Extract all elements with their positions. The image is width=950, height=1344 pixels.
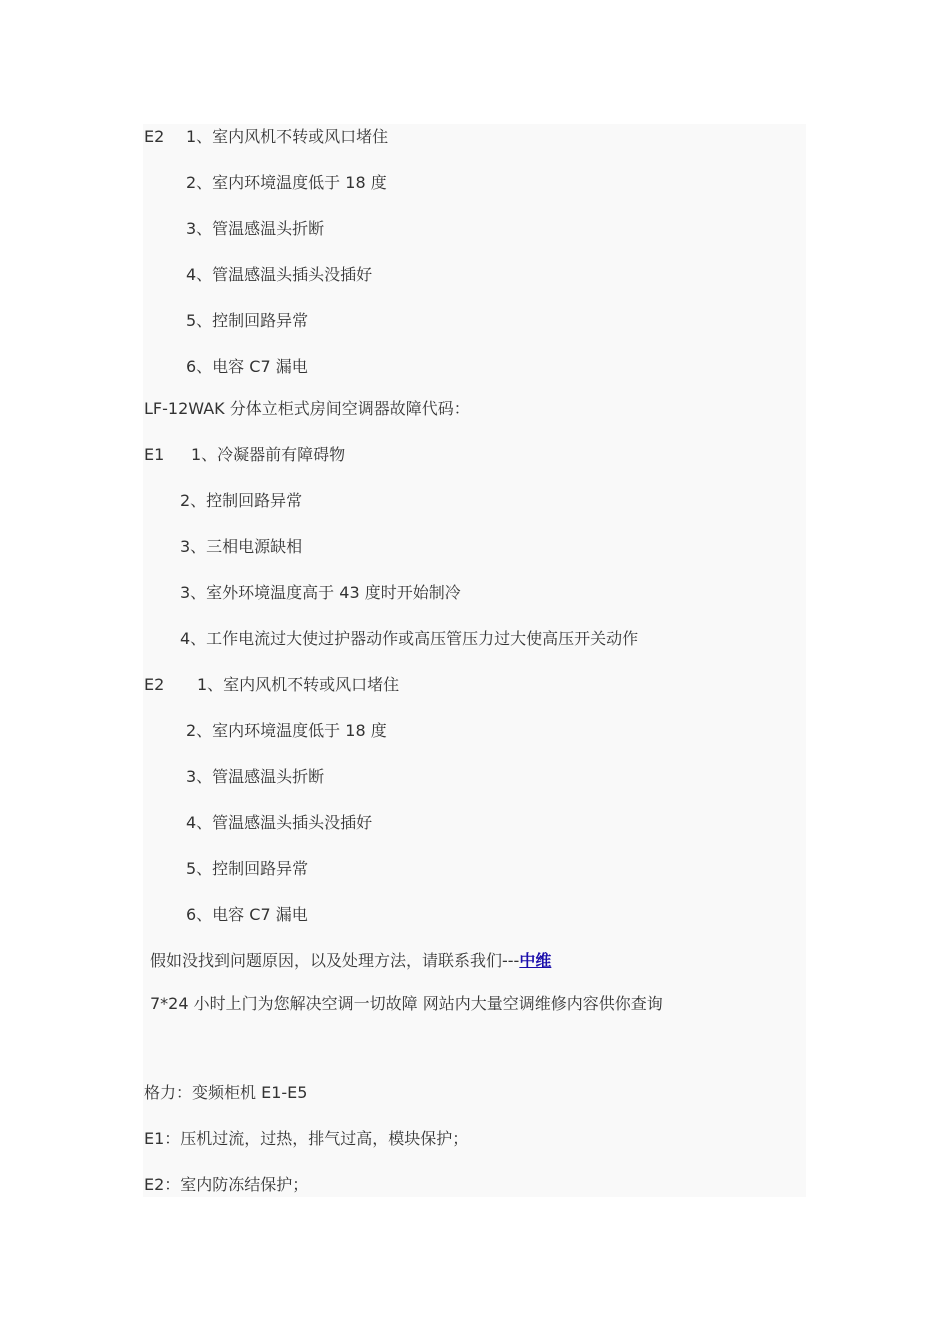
fault-item: 3、管温感温头折断 xyxy=(186,767,325,786)
zhongwei-link[interactable]: 中维 xyxy=(519,951,552,970)
code-label-e2: E2 xyxy=(144,675,165,694)
fault-item: E2：室内防冻结保护； xyxy=(144,1175,309,1194)
fault-item: 2、控制回路异常 xyxy=(180,491,303,510)
fault-item: 1、室内风机不转或风口堵住 xyxy=(197,675,400,694)
fault-item: 6、电容 C7 漏电 xyxy=(186,905,308,924)
fault-item: 4、管温感温头插头没插好 xyxy=(186,265,373,284)
fault-item: 4、管温感温头插头没插好 xyxy=(186,813,373,832)
section-heading: LF-12WAK 分体立柜式房间空调器故障代码： xyxy=(144,399,470,418)
code-label-e1: E1 xyxy=(144,445,165,464)
fault-item: 3、室外环境温度高于 43 度时开始制冷 xyxy=(180,583,461,602)
fault-item: 5、控制回路异常 xyxy=(186,311,309,330)
fault-item: 1、冷凝器前有障碍物 xyxy=(191,445,346,464)
contact-text: 假如没找到问题原因，以及处理方法，请联系我们---中维 xyxy=(150,951,552,970)
code-label-e2: E2 xyxy=(144,127,165,146)
fault-item: 2、室内环境温度低于 18 度 xyxy=(186,721,387,740)
service-text: 7*24 小时上门为您解决空调一切故障 网站内大量空调维修内容供你查询 xyxy=(150,994,663,1013)
fault-item: 3、三相电源缺相 xyxy=(180,537,303,556)
fault-item: 4、工作电流过大使过护器动作或高压管压力过大使高压开关动作 xyxy=(180,629,639,648)
fault-item: 5、控制回路异常 xyxy=(186,859,309,878)
fault-item: 1、室内风机不转或风口堵住 xyxy=(186,127,389,146)
fault-item: E1：压机过流，过热，排气过高，模块保护； xyxy=(144,1129,469,1148)
fault-item: 6、电容 C7 漏电 xyxy=(186,357,308,376)
fault-item: 2、室内环境温度低于 18 度 xyxy=(186,173,387,192)
fault-item: 3、管温感温头折断 xyxy=(186,219,325,238)
section-heading: 格力：变频柜机 E1-E5 xyxy=(144,1083,308,1102)
